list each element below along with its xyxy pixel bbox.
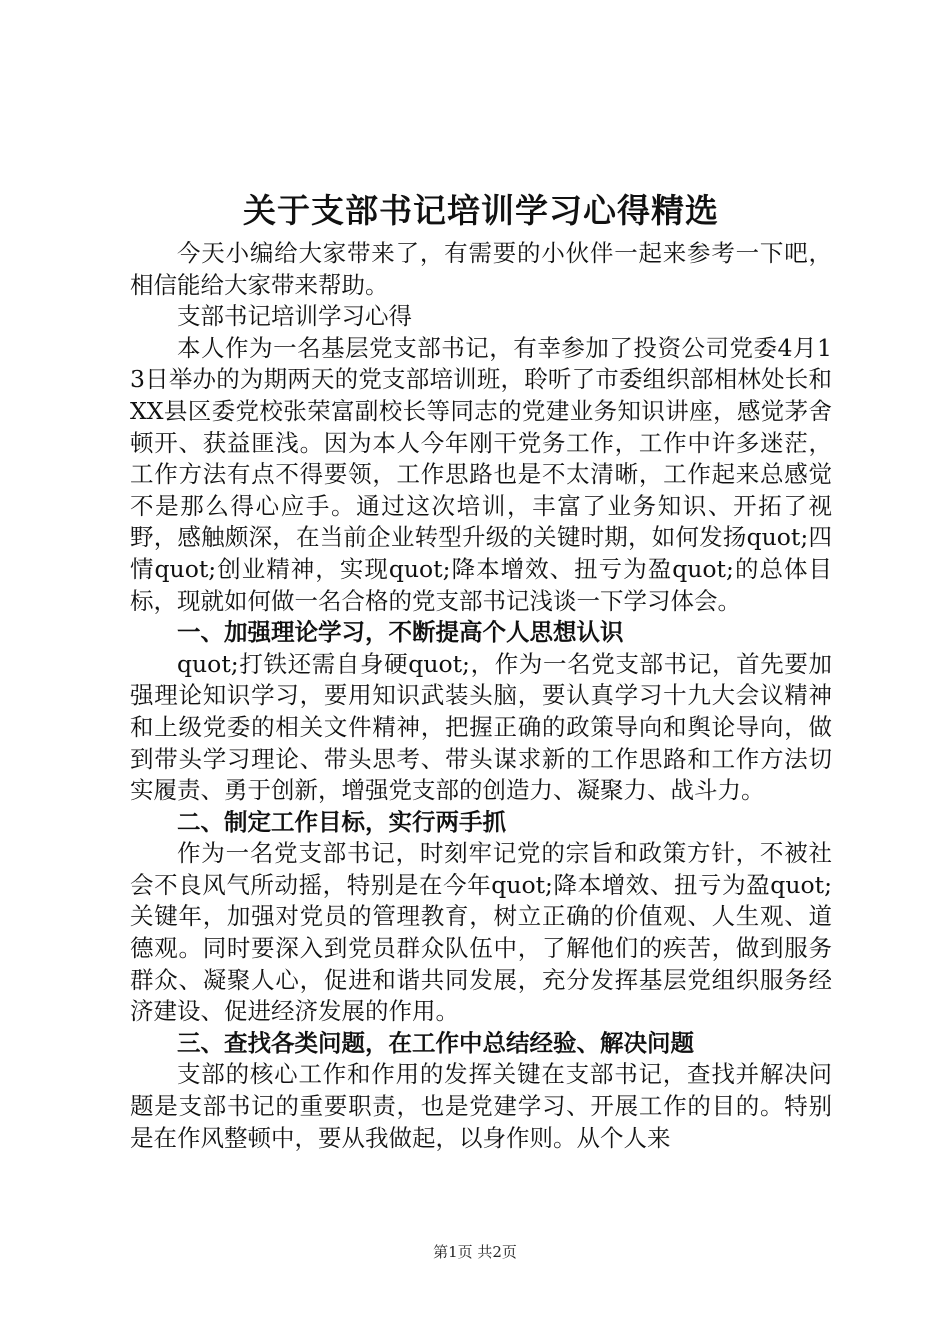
- section-heading: 二、制定工作目标，实行两手抓: [177, 807, 506, 836]
- body-paragraph: quot;打铁还需自身硬quot;，作为一名党支部书记，首先要加强理论知识学习，要用知识武装头脑，要认真学习十九大会议精神和上级党委的相关文件精神，把握正确的政策导向和舆论导向，做到带头学习理论、带头思考、带头谋求新的工作思路和工作方法切实履责、勇于创新，增强党支部的创造力、凝聚力、战斗力。: [130, 649, 832, 805]
- page-footer: 第1页 共2页: [433, 1243, 517, 1261]
- body-paragraph: 作为一名党支部书记，时刻牢记党的宗旨和政策方针，不被社会不良风气所动摇，特别是在今年quot;降本增效、扭亏为盈quot;关键年，加强对党员的管理教育，树立正确的价值观、人生观、道德观。同时要深入到党员群众队伍中，了解他们的疾苦，做到服务群众、凝聚人心，促进和谐共同发展，充分发挥基层党组织服务经济建设、促进经济发展的作用。: [130, 839, 832, 1026]
- document-title: 关于支部书记培训学习心得精选: [243, 191, 719, 230]
- body-paragraph: 支部的核心工作和作用的发挥关键在支部书记，查找并解决问题是支部书记的重要职责，也是党建学习、开展工作的目的。特别是在作风整顿中，要从我做起，以身作则。从个人来: [130, 1060, 832, 1152]
- intro-paragraph: 今天小编给大家带来了，有需要的小伙伴一起来参考一下吧，相信能给大家带来帮助。: [130, 239, 832, 299]
- section-heading: 三、查找各类问题，在工作中总结经验、解决问题: [177, 1028, 694, 1057]
- body-paragraph: 本人作为一名基层党支部书记，有幸参加了投资公司党委4月13日举办的为期两天的党支部培训班，聆听了市委组织部相林处长和XX县区委党校张荣富副校长等同志的党建业务知识讲座，感觉茅舍顿开、获益匪浅。因为本人今年刚干党务工作，工作中许多迷茫，工作方法有点不得要领，工作思路也是不太清晰，工作起来总感觉不是那么得心应手。通过这次培训，丰富了业务知识、开拓了视野，感触颇深，在当前企业转型升级的关键时期，如何发扬quot;四情quot;创业精神，实现quot;降本增效、扭亏为盈quot;的总体目标，现就如何做一名合格的党支部书记浅谈一下学习体会。: [130, 333, 832, 615]
- section-heading: 一、加强理论学习，不断提高个人思想认识: [177, 618, 624, 647]
- document-page: [130, 188, 832, 1154]
- subtitle-paragraph: 支部书记培训学习心得: [177, 302, 412, 331]
